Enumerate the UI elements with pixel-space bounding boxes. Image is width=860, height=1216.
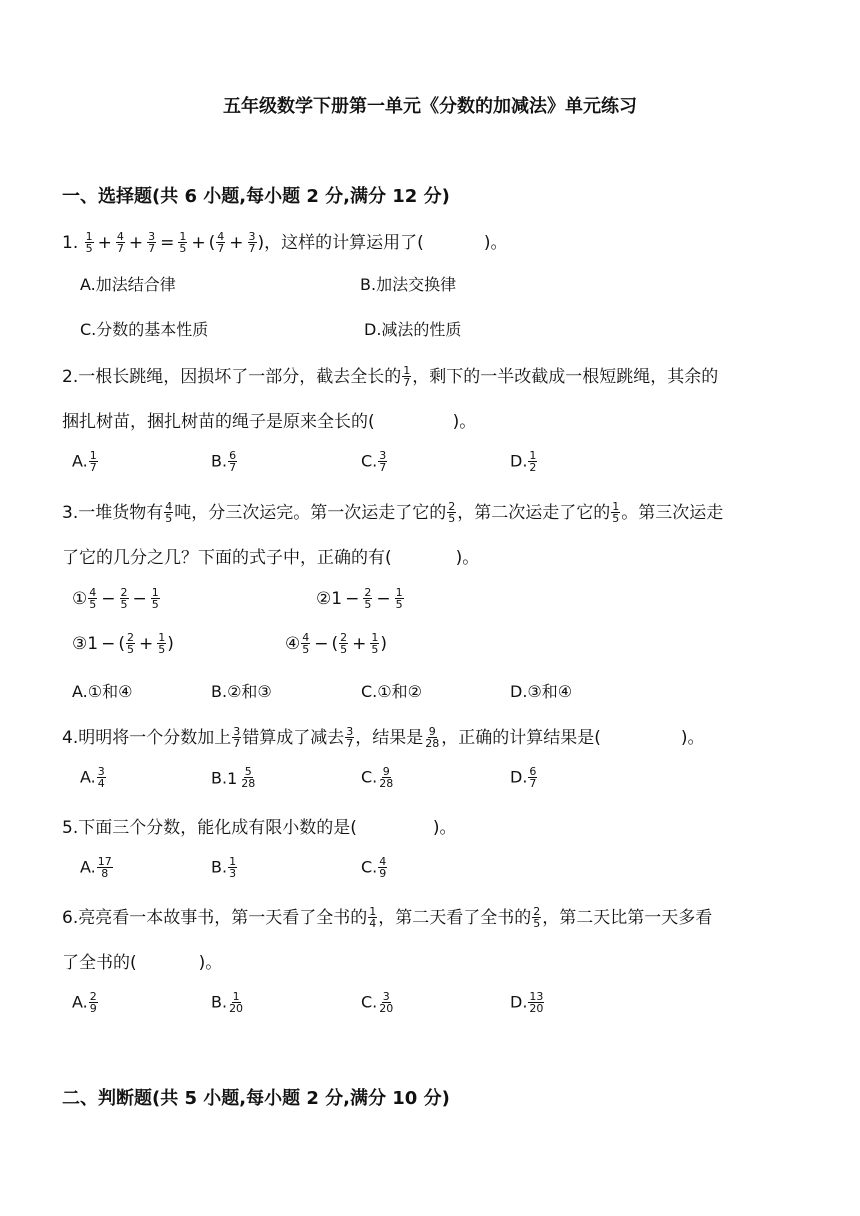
question-5: 5.下面三个分数，能化成有限小数的是( )。 [62,818,457,838]
q5-option-c[interactable]: C. $\frac{4}{9}$ [361,855,387,880]
q3-expression-1: ① $\frac{4}{5}$ − $\frac{2}{5}$ − $\frac{1}{5}$ [72,586,159,611]
q4-option-d[interactable]: D. $\frac{6}{7}$ [510,765,537,790]
q6-option-c[interactable]: C. $\frac{3}{20}$ [361,990,394,1015]
q1-option-c[interactable]: C.分数的基本性质 [80,320,209,339]
q2-option-c[interactable]: C. $\frac{3}{7}$ [361,449,387,474]
q1-option-b[interactable]: B.加法交换律 [360,275,457,294]
q6-option-a[interactable]: A. $\frac{2}{9}$ [72,990,97,1015]
section-choice-heading: 一、选择题(共 6 小题,每小题 2 分,满分 12 分) [62,186,450,207]
q2-option-b[interactable]: B. $\frac{6}{7}$ [211,449,237,474]
q3-expression-4: ④ $\frac{4}{5}$ − ( $\frac{2}{5}$ + $\frac{1}{5}$ ) [285,631,388,656]
q3-option-a[interactable]: A.①和④ [72,682,133,701]
q4-option-b[interactable]: B. 1 $\frac{5}{28}$ [211,765,256,790]
section-judge-heading: 二、判断题(共 5 小题,每小题 2 分,满分 10 分) [62,1088,450,1109]
question-6-line-2: 了全书的( )。 [62,953,223,973]
question-4: 4.明明将一个分数加上 $\frac{3}{7}$ 错算成了减去 $\frac{3}{7}$ ，结果是 $\frac{9}{28}$ ，正确的计算结果是( )。 [62,725,705,750]
question-1: 1. $\frac{1}{5}$ + $\frac{4}{7}$ + $\frac{3}{7}$ = $\frac{1}{5}$ + ( $\frac{4}{7}$ + $\frac{3}{7}$ )，这样的计算运用了( )。 [62,230,508,255]
question-2-line-1: 2.一根长跳绳，因损坏了一部分，截去全长的 $\frac{1}{7}$ ，剩下的一半改截成一根短跳绳，其余的 [62,364,719,389]
q2-option-a[interactable]: A. $\frac{1}{7}$ [72,449,97,474]
q2-option-d[interactable]: D. $\frac{1}{2}$ [510,449,537,474]
q3-option-b[interactable]: B.②和③ [211,682,272,701]
question-2-line-2: 捆扎树苗，捆扎树苗的绳子是原来全长的( )。 [62,412,477,432]
question-3-line-2: 了它的几分之几？下面的式子中，正确的有( )。 [62,548,480,568]
q4-option-a[interactable]: A. $\frac{3}{4}$ [80,765,105,790]
q6-option-b[interactable]: B. $\frac{1}{20}$ [211,990,244,1015]
question-6-line-1: 6.亮亮看一本故事书，第一天看了全书的 $\frac{1}{4}$ ，第二天看了全书的 $\frac{2}{5}$ ，第二天比第一天多看 [62,905,713,930]
q5-option-b[interactable]: B. $\frac{1}{3}$ [211,855,237,880]
q3-option-d[interactable]: D.③和④ [510,682,573,701]
q1-option-a[interactable]: A.加法结合律 [80,275,176,294]
q3-expression-3: ③1 − ( $\frac{2}{5}$ + $\frac{1}{5}$ ) [72,631,174,656]
q3-expression-2: ②1 − $\frac{2}{5}$ − $\frac{1}{5}$ [316,586,403,611]
page-title: 五年级数学下册第一单元《分数的加减法》单元练习 [223,96,637,117]
q1-option-d[interactable]: D.减法的性质 [364,320,462,339]
q5-option-a[interactable]: A. $\frac{17}{8}$ [80,855,112,880]
question-3-line-1: 3.一堆货物有 $\frac{4}{5}$ 吨，分三次运完。第一次运走了它的 $\frac{2}{5}$ ，第二次运走了它的 $\frac{1}{5}$ 。第三次运走 [62,500,724,525]
q6-option-d[interactable]: D. $\frac{13}{20}$ [510,990,544,1015]
q3-option-c[interactable]: C.①和② [361,682,422,701]
q4-option-c[interactable]: C. $\frac{9}{28}$ [361,765,394,790]
